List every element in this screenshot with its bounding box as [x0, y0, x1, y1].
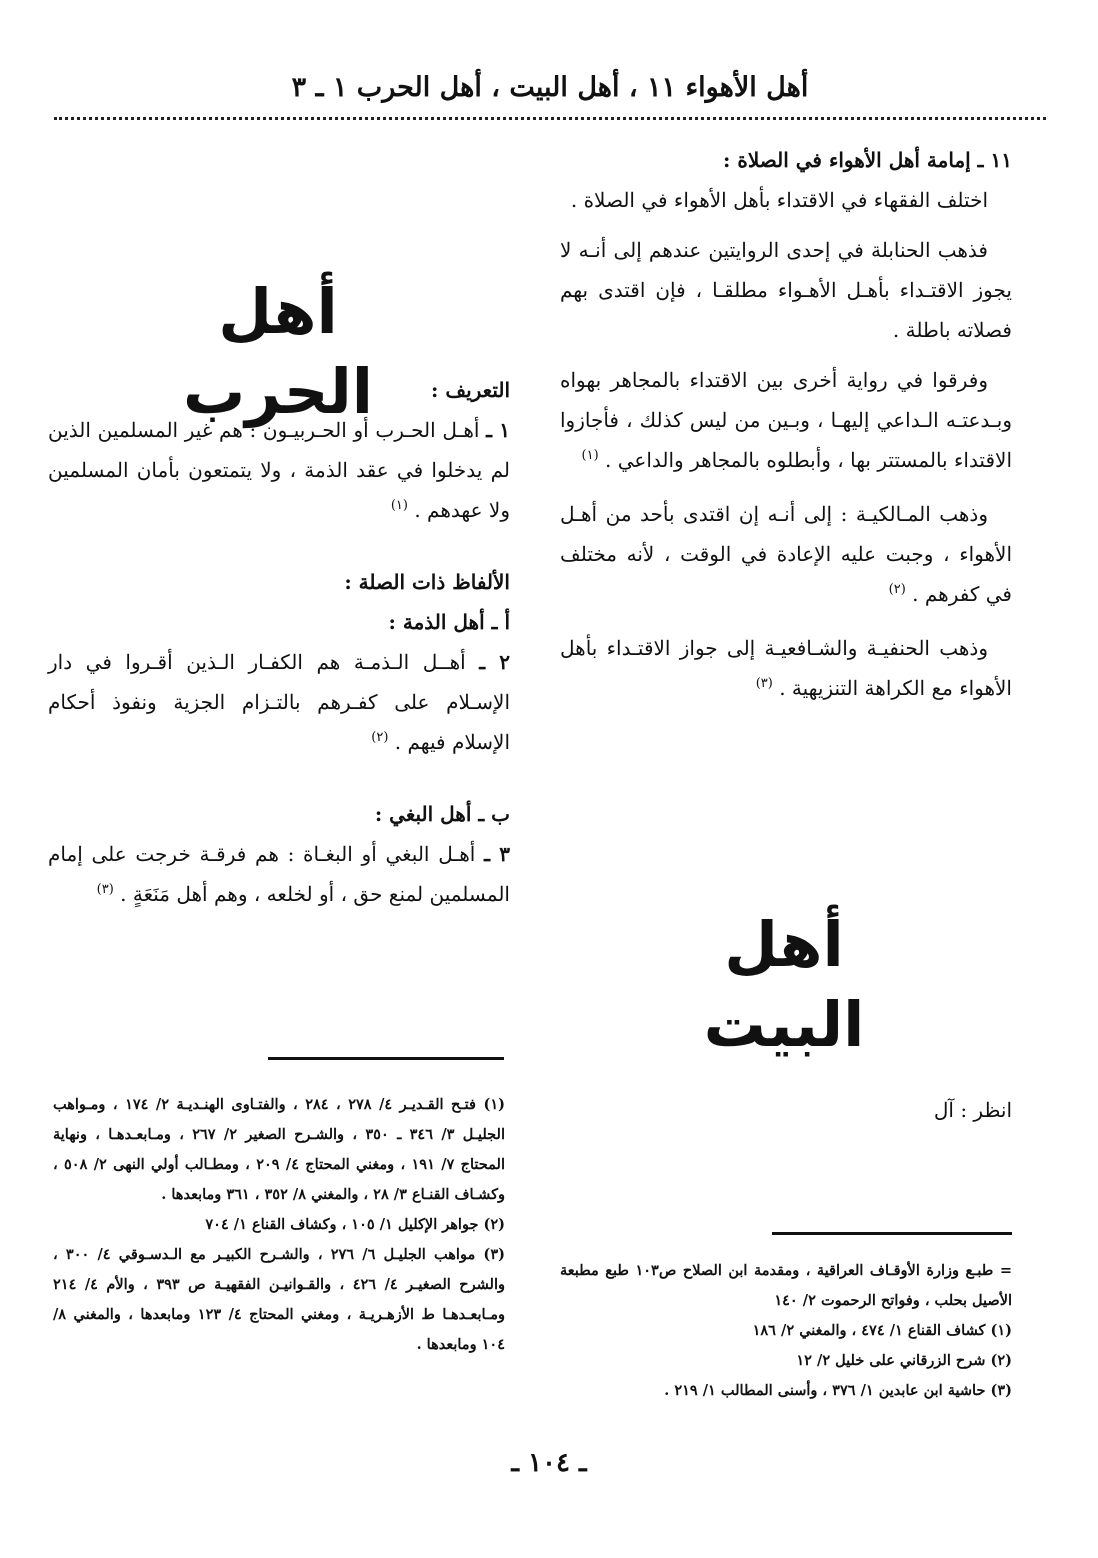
paragraph-4-text: وذهب المـالكيـة : إلى أنـه إن اقتدى بأحد من أهـل الأهواء ، وجبت عليه الإعادة في الوقت ، لأنه مختلف في كفرهم . [560, 502, 1012, 606]
footnotes-left [53, 1090, 505, 1360]
definition-text: أهـل الحـرب أو الحـربيـون : هم غير المسلمين الذين لم يدخلوا في عقد الذمة ، ولا يتمتعون بأمان المسلمين ولا عهدهم . [48, 418, 510, 522]
dhimma-text: أهــل الـذمـة هم الكفـار الـذين أقـروا في دار الإسـلام على كفـرهم بالتـزام الجزية ونفوذ أحكام الإسلام فيهم . [48, 650, 510, 754]
paragraph-2: فذهب الحنابلة في إحدى الروايتين عندهم إلى أنـه لا يجوز الاقتـداء بأهـل الأهـواء مطلقـا ، فإن اقتدى بهم فصلاته باطلة . [560, 238, 1012, 342]
paragraph-5 [560, 628, 1012, 712]
paragraph-5-text: وذهب الحنفيـة والشـافعيـة إلى جواز الاقتـداء بأهل الأهواء مع الكراهة التنزيهية . [560, 636, 1012, 700]
paragraph-number: ١ ـ [486, 418, 511, 442]
subheading-ahl-al-dhimma: أ ـ أهل الذمة : [388, 610, 510, 634]
entry-title-ahl-al-bayt: أهل البيت [703, 908, 865, 1061]
paragraph-number: ٣ ـ [484, 842, 511, 866]
footnote-rule-left [268, 1057, 504, 1060]
paragraph-1: اختلف الفقهاء في الاقتداء بأهل الأهواء في الصلاة . [570, 188, 988, 212]
footnote: (١) كشاف القناع ١/ ٤٧٤ ، والمغني ٢/ ١٨٦ [752, 1322, 1012, 1339]
footnote-continuation: = طبـع وزارة الأوقـاف العراقية ، ومقدمة ابن الصلاح ص١٠٣ طبع مطبعة الأصيل بحلب ، وفواتح الرحموت ٢/ ١٤٠ [560, 1262, 1012, 1309]
related-terms-heading: الألفاظ ذات الصلة : [344, 570, 510, 594]
dhimma-paragraph [48, 642, 510, 766]
footnote: (٣) حاشية ابن عابدين ١/ ٣٧٦ ، وأسنى المطالب ١/ ٢١٩ . [664, 1382, 1012, 1399]
paragraph-number: ٢ ـ [479, 650, 511, 674]
subheading-ahl-al-baghy: ب ـ أهل البغي : [374, 802, 510, 826]
right-column [560, 140, 1012, 712]
definition-paragraph [48, 410, 510, 534]
footnote: (٣) مواهب الجليـل ٦/ ٢٧٦ ، والشـرح الكبيـر مع الـدسـوقي ٤/ ٣٠٠ ، والشرح الصغيـر ٤/ ٤٢٦ ، والقـوانيـن الفقهيـة ص ٣٩٣ ، والأم ٤/ ٢١٤ ومـابعـدهـا ط الأزهـريـة ، ومغني المحتاج ٤/ ١٢٣ ومابعدها ، والمغني ٨/ ١٠٤ ومابعدها . [53, 1246, 505, 1353]
cross-reference: انظر : آل [933, 1098, 1012, 1122]
footnotes-right [560, 1256, 1012, 1406]
entry-title-ahl-al-harb: أهل الحرب [182, 275, 374, 428]
running-header: أهل الأهواء ١١ ، أهل البيت ، أهل الحرب ١ ـ ٣ [291, 72, 809, 103]
paragraph-4 [560, 494, 1012, 618]
header-dotted-rule [54, 117, 1046, 120]
footnote-ref: (١) [581, 448, 599, 463]
footnote-ref: (٢) [888, 582, 906, 597]
footnote: (٢) شرح الزرقاني على خليل ٢/ ١٢ [796, 1352, 1012, 1369]
page-number: ـ ١٠٤ ـ [511, 1448, 587, 1478]
footnote-ref: (٣) [96, 882, 114, 897]
paragraph-3 [560, 360, 1012, 484]
footnote-ref: (٣) [755, 676, 773, 691]
baghy-paragraph [48, 834, 510, 918]
footnote-ref: (٢) [371, 730, 389, 745]
paragraph-3-text: وفرقوا في رواية أخرى بين الاقتداء بالمجاهر بهواه وبـدعتـه الـداعي إليهـا ، وبـين من ليس كذلك ، فأجازوا الاقتداء بالمستتر بها ، وأبطلوه بالمجاهر والداعي . [560, 368, 1012, 472]
baghy-text: أهـل البغي أو البغـاة : هم فرقـة خرجت على إمام المسلمين لمنع حق ، أو لخلعه ، وهم أهل مَنَعَةٍ . [48, 842, 510, 906]
definition-heading: التعريف : [431, 378, 510, 402]
footnote: (١) فتـح القـديـر ٤/ ٢٧٨ ، ٢٨٤ ، والفتـاوى الهنـديـة ٢/ ١٧٤ ، ومـواهب الجليـل ٣/ ٣٤٦ ـ ٣٥٠ ، والشـرح الصغير ٢/ ٢٦٧ ، ومـابعـدهـا ، ونهاية المحتاج ٧/ ١٩١ ، ومغني المحتاج ٤/ ٢٠٩ ، ومطـالب أولي النهى ٢/ ٥٠٨ ، وكشـاف القنـاع ٣/ ٢٨ ، والمغني ٨/ ٣٥٢ ، ٣٦١ ومابعدها . [53, 1096, 505, 1203]
left-column [48, 370, 510, 918]
section-heading-imama: ١١ ـ إمامة أهل الأهواء في الصلاة : [723, 148, 1012, 172]
footnote: (٢) جواهر الإكليل ١/ ١٠٥ ، وكشاف القناع ١/ ٧٠٤ [205, 1216, 505, 1233]
footnote-rule-right [772, 1232, 1012, 1235]
footnote-ref: (١) [390, 498, 408, 513]
